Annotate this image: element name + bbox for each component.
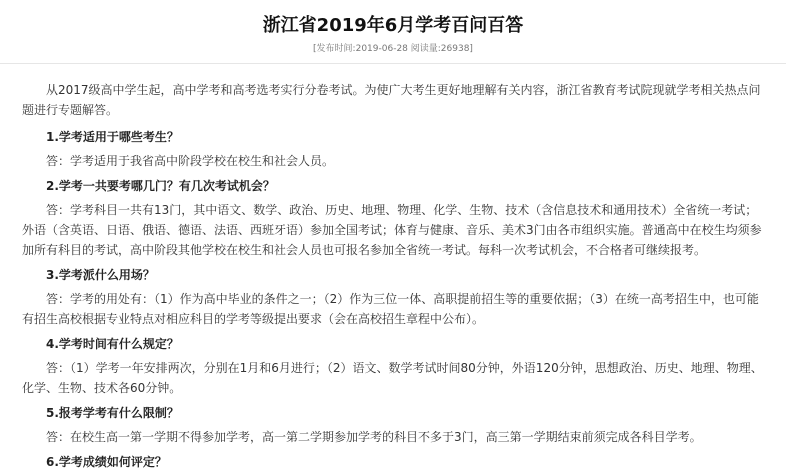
question-heading: 4.学考时间有什么规定？ [46, 337, 179, 351]
title-divider [0, 63, 786, 64]
question-heading: 1.学考适用于哪些考生？ [46, 130, 179, 144]
answer-paragraph: 答：（1）学考一年安排两次，分别在1月和6月进行；（2）语文、数学考试时间80分钟，外语120分钟，思想政治、历史、地理、物理、化学、生物、技术各60分钟。 [22, 361, 763, 395]
answer-paragraph: 答：学考科目一共有13门，其中语文、数学、政治、历史、地理、物理、化学、生物、技术（含信息技术和通用技术）全省统一考试；外语（含英语、日语、俄语、德语、法语、西班牙语）参加全国考试；体育与健康、音乐、美术3门由各市组织实施。普通高中在校生均须参加所有科目的考试，高中阶段其他学校在校生和社会人员也可报名参加全省统一考试。每科一次考试机会，不合格者可继续报考。 [22, 203, 762, 257]
question-heading: 3.学考派什么用场？ [46, 268, 155, 282]
answer-paragraph: 答：在校生高一第一学期不得参加学考，高一第二学期参加学考的科目不多于3门，高三第一学期结束前须完成各科目学考。 [46, 430, 702, 444]
question-heading: 2.学考一共要考哪几门？有几次考试机会？ [46, 179, 275, 193]
question-heading: 6.学考成绩如何评定？ [46, 455, 167, 469]
article-meta: [发布时间:2019-06-28 阅读量:26938] [313, 44, 473, 54]
intro-paragraph: 从2017级高中学生起，高中学考和高考选考实行分卷考试。为使广大考生更好地理解有关内容，浙江省教育考试院现就学考相关热点问题进行专题解答。 [22, 83, 761, 117]
answer-paragraph: 答：学考的用处有：（1）作为高中毕业的条件之一；（2）作为三位一体、高职提前招生等的重要依据；（3）在统一高考招生中，也可能有招生高校根据专业特点对相应科目的学考等级提出要求（会在高校招生章程中公布）。 [22, 292, 759, 326]
article-body [22, 80, 768, 476]
question-heading: 5.报考学考有什么限制？ [46, 406, 179, 420]
answer-paragraph: 答：学考适用于我省高中阶段学校在校生和社会人员。 [46, 154, 335, 168]
article-title: 浙江省2019年6月学考百问百答 [262, 15, 524, 36]
